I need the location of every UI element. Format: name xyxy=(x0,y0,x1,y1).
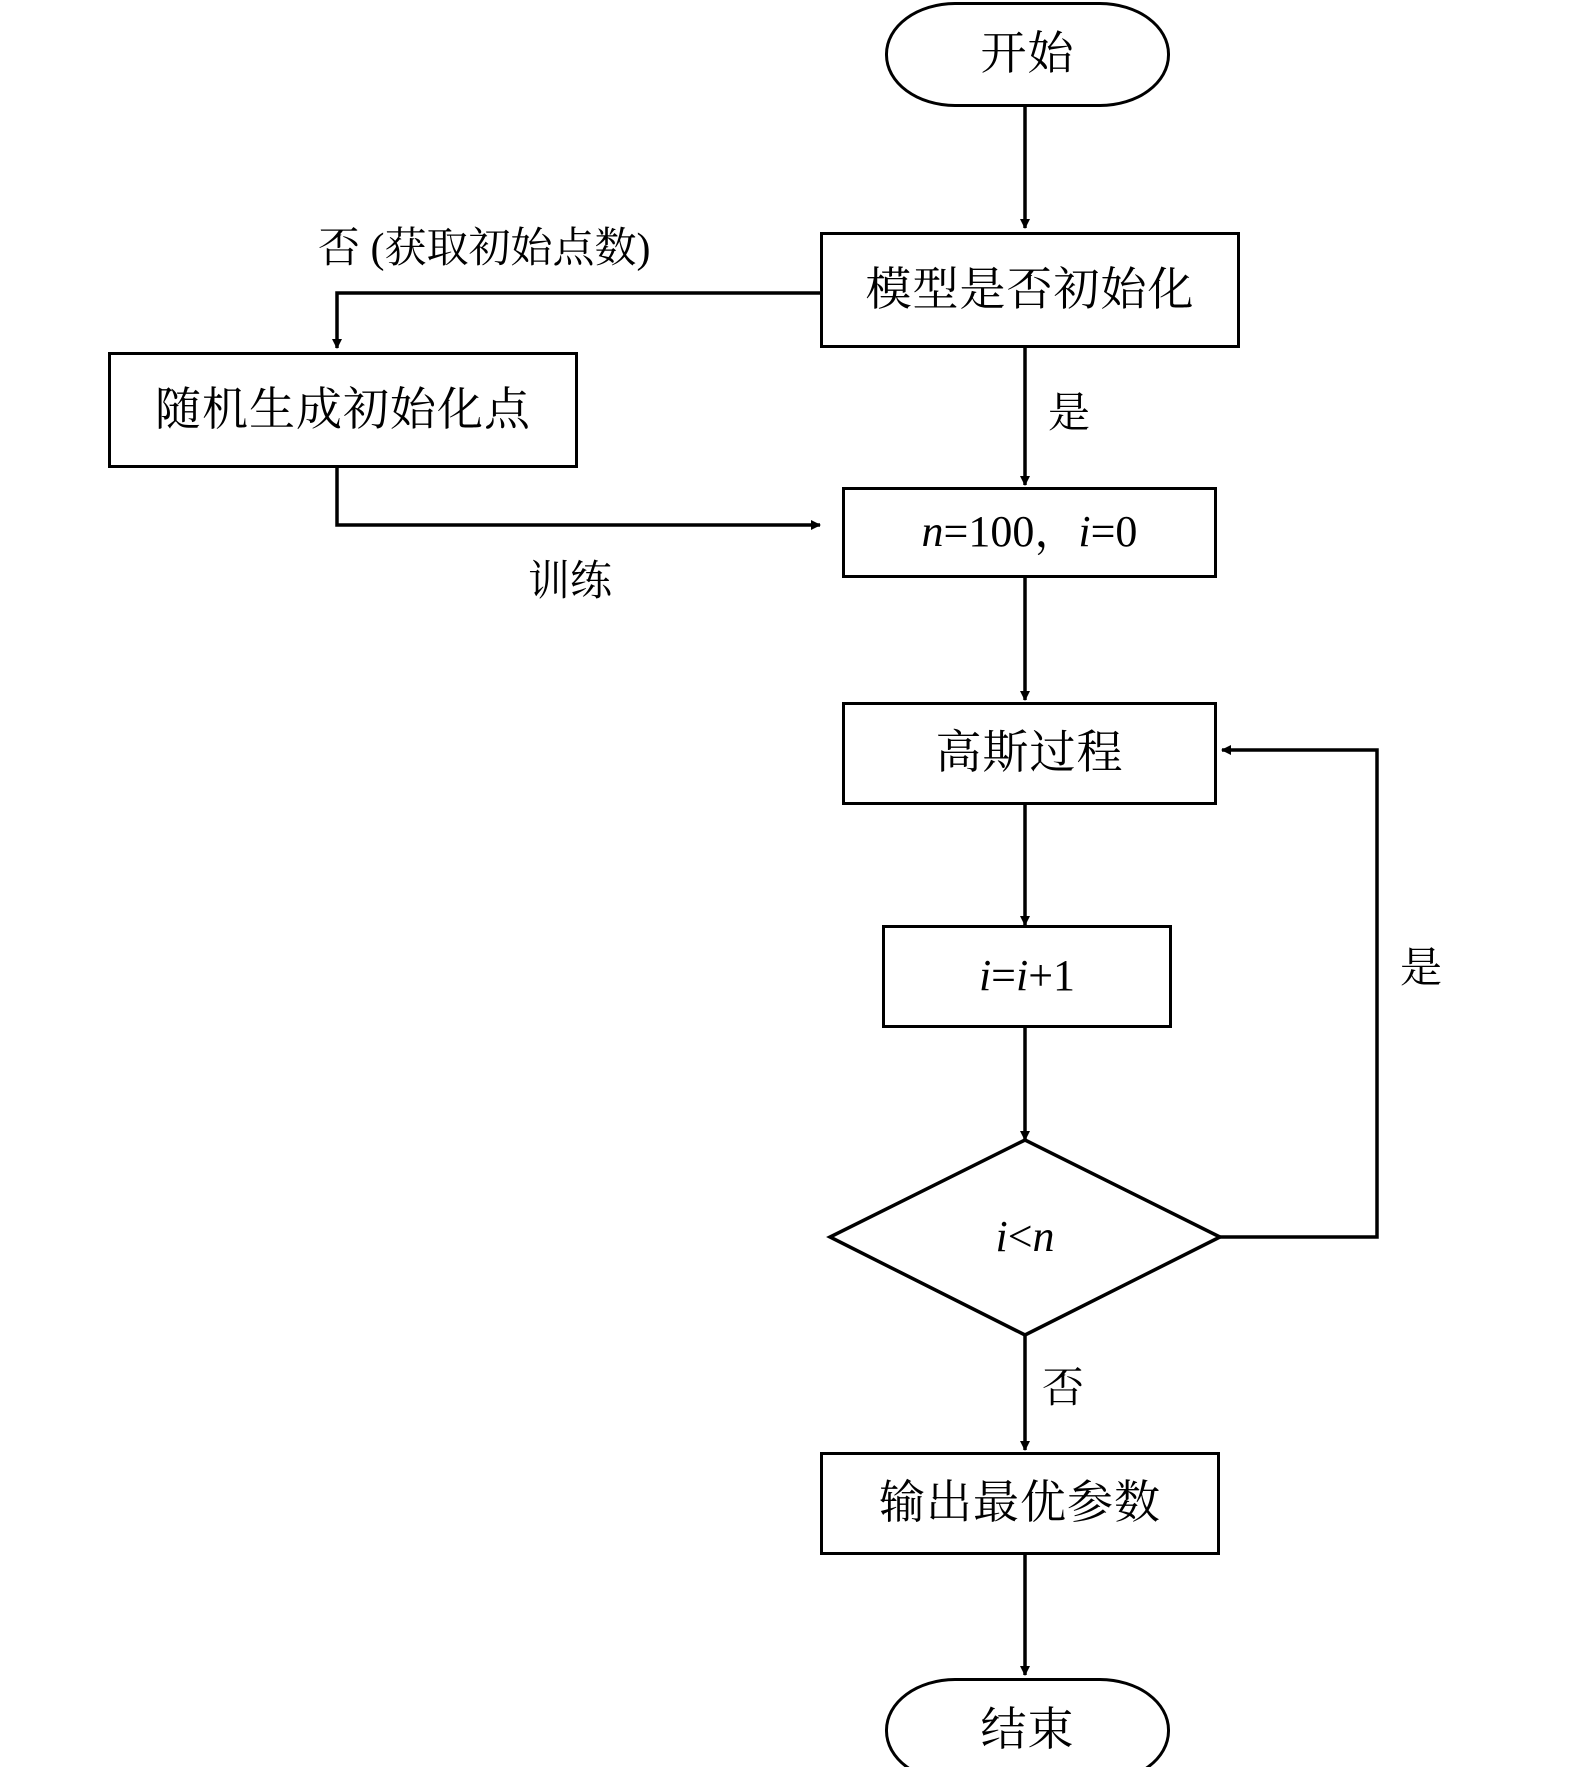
node-model-initialized-label: 模型是否初始化 xyxy=(865,263,1195,315)
node-condition-label xyxy=(995,1213,1054,1261)
edge-label-train xyxy=(528,548,612,608)
edge-label-yes-initialized xyxy=(1048,380,1090,440)
edge-label-loop-yes-text: 是 xyxy=(1400,946,1443,992)
node-end-label: 结束 xyxy=(980,1704,1075,1756)
node-params-label xyxy=(922,508,1138,556)
node-params-n: n xyxy=(921,507,944,557)
node-params xyxy=(842,487,1217,578)
node-start xyxy=(885,2,1170,107)
edge-label-yes-initialized-text: 是 xyxy=(1048,391,1091,437)
node-condition xyxy=(930,1205,1120,1269)
node-condition-op: < xyxy=(1007,1211,1033,1261)
edge-label-exit-no xyxy=(1042,1355,1084,1415)
edge-label-train-text: 训练 xyxy=(528,559,613,605)
edge-label-no-get-initial-points-text: 否 (获取初始点数) xyxy=(318,226,651,272)
node-random-init-points-label: 随机生成初始化点 xyxy=(155,383,531,435)
node-start-label: 开始 xyxy=(980,28,1075,80)
node-condition-n: n xyxy=(1032,1211,1055,1261)
node-gaussian-process-label: 高斯过程 xyxy=(935,727,1124,779)
node-condition-i: i xyxy=(995,1211,1008,1261)
node-model-initialized xyxy=(820,232,1240,348)
edge-label-exit-no-text: 否 xyxy=(1042,1366,1085,1412)
node-params-eq1: =100， xyxy=(943,507,1079,557)
edge-label-loop-yes xyxy=(1400,935,1442,995)
edge-label-no-get-initial-points xyxy=(318,215,650,275)
node-increment xyxy=(882,925,1172,1028)
node-random-init-points xyxy=(108,352,578,468)
node-end xyxy=(885,1678,1170,1767)
node-increment-i1: i xyxy=(978,951,992,1001)
node-increment-tail: +1 xyxy=(1028,951,1076,1001)
node-params-i: i xyxy=(1078,507,1091,557)
node-output-best-params xyxy=(820,1452,1220,1555)
node-gaussian-process xyxy=(842,702,1217,805)
node-output-best-params-label: 输出最优参数 xyxy=(879,1477,1161,1529)
node-increment-label xyxy=(979,952,1075,1000)
node-increment-i2: i xyxy=(1016,951,1029,1001)
node-increment-eq: = xyxy=(991,951,1016,1001)
node-params-eq2: =0 xyxy=(1090,507,1138,557)
